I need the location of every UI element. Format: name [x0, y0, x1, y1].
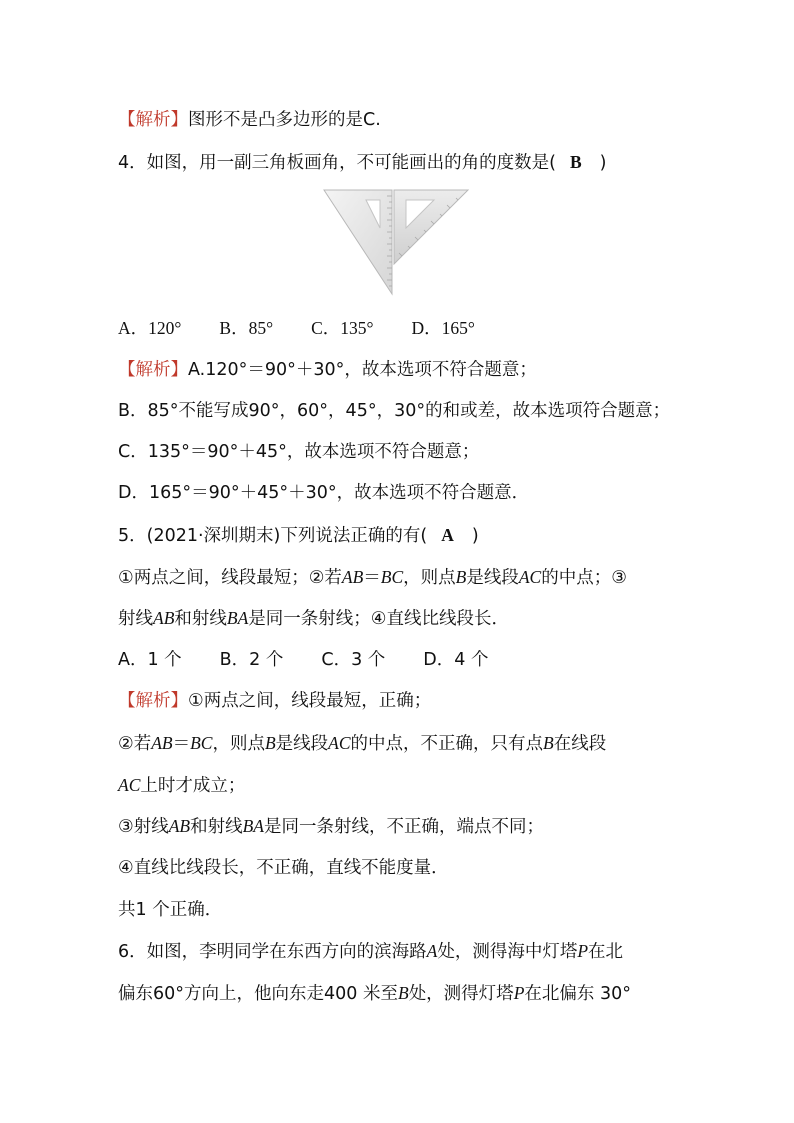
- var: AB: [151, 733, 173, 753]
- q5-analysis-line: [118, 689, 688, 713]
- text: 是同一条射线，不正确，端点不同；: [263, 817, 544, 837]
- q5-analysis-line: [118, 856, 688, 880]
- set-square-figure: [322, 186, 472, 298]
- q4-option-c: C．135°: [311, 318, 374, 338]
- analysis-tag: 【解析】: [118, 691, 188, 711]
- var: AC: [518, 567, 542, 587]
- q5-option-d: D．4 个: [423, 650, 489, 670]
- q4-analysis-line: [118, 399, 688, 423]
- text: 是线段: [466, 568, 519, 588]
- q5-option-b: B．2 个: [219, 650, 284, 670]
- var: BC: [190, 733, 213, 753]
- text: 6．如图，李明同学在东西方向的滨海路: [118, 942, 427, 962]
- q5-analysis-6: 共1 个正确．: [118, 900, 223, 920]
- q3-analysis-line: [118, 108, 688, 132]
- q4-analysis-3: C．135°＝90°＋45°，故本选项不符合题意；: [118, 442, 480, 462]
- text: 和射线: [174, 609, 227, 629]
- q5-statement-line: [118, 606, 688, 631]
- text: 处，测得海中灯塔: [437, 942, 578, 962]
- q3-analysis-text: 图形不是凸多边形的是C.: [188, 110, 381, 130]
- q4-analysis-1: A.120°＝90°＋30°，故本选项不符合题意；: [188, 360, 537, 380]
- q4-stem-close: ): [599, 153, 607, 173]
- q5-analysis-1: ①两点之间，线段最短，正确；: [188, 691, 432, 711]
- var: BA: [242, 816, 264, 836]
- q5-analysis-line: [118, 814, 688, 839]
- text: ＝: [172, 734, 191, 754]
- q4-stem: [118, 150, 688, 175]
- var: B: [543, 733, 554, 753]
- var: AB: [341, 567, 364, 587]
- var: P: [577, 941, 589, 961]
- q5-analysis-line: [118, 731, 688, 756]
- q5-statement-line: [118, 565, 688, 590]
- text: ②若: [118, 734, 152, 754]
- q5-option-a: A．1 个: [118, 650, 182, 670]
- var: AB: [168, 816, 191, 836]
- analysis-tag: 【解析】: [118, 110, 188, 130]
- q5-answer: A: [441, 525, 454, 545]
- text: 的中点；③: [541, 568, 627, 588]
- q4-analysis-4: D．165°＝90°＋45°＋30°，故本选项不符合题意．: [118, 483, 530, 503]
- text: 在北偏东 30°: [524, 984, 631, 1004]
- var: B: [455, 567, 467, 587]
- var: BA: [226, 608, 249, 628]
- q5-analysis-line: [118, 773, 688, 798]
- text: 是线段: [275, 734, 329, 754]
- var: AC: [118, 775, 141, 795]
- q4-stem-text: 4．如图，用一副三角板画角，不可能画出的角的度数是(: [118, 153, 556, 173]
- text: 是同一条射线；④直线比线段长．: [248, 609, 509, 629]
- q4-answer: B: [569, 152, 582, 172]
- q5-option-c: C．3 个: [321, 650, 386, 670]
- q4-option-b: B．85°: [219, 318, 274, 338]
- text: 偏东60°方向上，他向东走400 米至: [118, 984, 398, 1004]
- var: B: [264, 733, 276, 753]
- text: 射线: [118, 609, 153, 629]
- q4-options: [118, 316, 688, 340]
- q6-stem-line: [118, 981, 688, 1006]
- q5-analysis-5: ④直线比线段长，不正确，直线不能度量．: [118, 858, 449, 878]
- q6-stem-line: [118, 939, 688, 964]
- text: ③射线: [118, 817, 169, 837]
- text: ，则点: [403, 568, 456, 588]
- var: A: [426, 941, 438, 961]
- q4-analysis-2: B．85°不能写成90°，60°，45°，30°的和或差，故本选项符合题意；: [118, 401, 671, 421]
- text: 和射线: [190, 817, 243, 837]
- var: B: [397, 983, 409, 1003]
- q5-analysis-line: [118, 898, 688, 922]
- q4-analysis-line: [118, 440, 688, 464]
- text: 在线段: [553, 734, 607, 754]
- var: P: [513, 983, 525, 1003]
- q5-stem-text: 5．(2021·深圳期末)下列说法正确的有(: [118, 526, 428, 546]
- var: AC: [328, 733, 351, 753]
- q5-stem: [118, 523, 688, 548]
- text: ①两点之间，线段最短；②若: [118, 568, 342, 588]
- q5-stem-close: ): [471, 526, 479, 546]
- q4-option-a: A．120°: [118, 318, 182, 338]
- text: 的中点，不正确，只有点: [350, 734, 544, 754]
- q4-option-d: D．165°: [411, 318, 475, 338]
- text: 处，测得灯塔: [408, 984, 514, 1004]
- text: 上时才成立；: [140, 776, 246, 796]
- text: ＝: [363, 568, 381, 588]
- text: ，则点: [212, 734, 265, 754]
- q4-analysis-line: [118, 358, 688, 382]
- thirty-sixty-triangle: [324, 190, 392, 294]
- var: AB: [153, 608, 175, 628]
- analysis-tag: 【解析】: [118, 360, 188, 380]
- q5-options: [118, 648, 688, 672]
- q4-analysis-line: [118, 481, 688, 505]
- var: BC: [380, 567, 404, 587]
- text: 在北: [588, 942, 624, 962]
